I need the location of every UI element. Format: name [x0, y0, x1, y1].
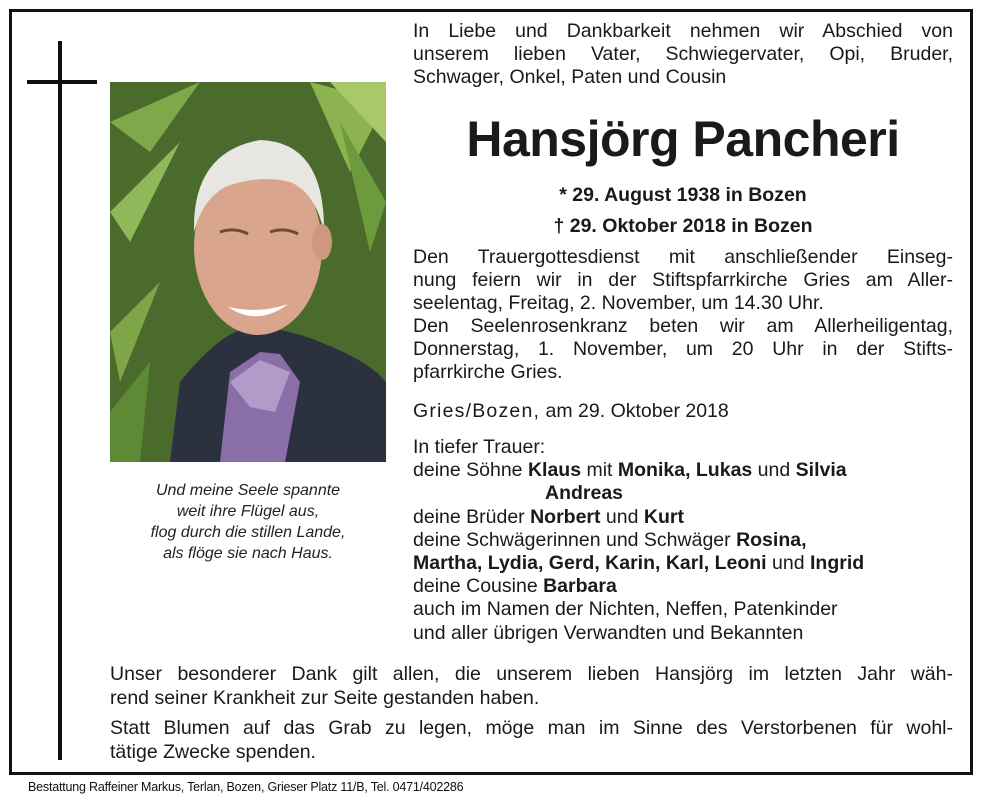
intro-line: unserem lieben Vater, Schwiegervater, Opi, Bruder, [413, 43, 953, 65]
mourners [413, 436, 958, 645]
birth-date: * 29. August 1938 in Bozen [559, 184, 807, 206]
name: Norbert [530, 505, 601, 528]
name: Martha, Lydia, Gerd, Karin, Karl, Leoni [413, 552, 767, 575]
mourners-brothers [413, 506, 958, 529]
cross-icon [58, 41, 62, 760]
label: deine Cousine [413, 575, 544, 598]
service-text [413, 246, 953, 384]
mourners-heading: In tiefer Trauer: [413, 436, 546, 458]
place: Gries/Bozen, [413, 400, 541, 422]
poem-line: weit ihre Flügel aus, [176, 503, 320, 520]
mourners-inlaws-cont [413, 552, 958, 575]
name: Monika, Lukas [617, 459, 753, 482]
name: Ingrid [809, 552, 865, 575]
service-line: nung feiern wir in der Stiftspfarrkirche Gries am Aller- [413, 269, 953, 291]
label: und [752, 459, 796, 482]
portrait-image [110, 82, 386, 462]
name: Andreas [545, 482, 624, 505]
thanks-line: Unser besonderer Dank gilt allen, die unserem lieben Hansjörg im letzten Jahr wäh- [110, 663, 953, 685]
portrait-photo [110, 82, 386, 462]
label: und [600, 505, 644, 528]
flowers-line: tätige Zwecke spenden. [110, 740, 316, 763]
flowers-line: Statt Blumen auf das Grab zu legen, möge man im Sinne des Verstorbenen für wohl- [110, 717, 953, 739]
service-line: Donnerstag, 1. November, um 20 Uhr in der Stifts- [413, 338, 953, 360]
name: Klaus [527, 459, 582, 482]
poem-line: als flöge sie nach Haus. [163, 545, 333, 562]
mourners-also: und aller übrigen Verwandten und Bekannten [413, 621, 804, 644]
poem-line: Und meine Seele spannte [155, 482, 341, 499]
deceased-name: Hansjörg Pancheri [466, 111, 900, 167]
intro-text [413, 20, 953, 89]
cross-bar [27, 80, 97, 84]
service-line: Den Seelenrosenkranz beten wir am Allerheiligentag, [413, 315, 953, 337]
name: Rosina, [736, 528, 807, 551]
label: mit [581, 459, 618, 482]
flowers-text [110, 717, 953, 764]
poem [112, 480, 384, 564]
intro-line: Schwager, Onkel, Paten und Cousin [413, 66, 727, 88]
funeral-home-footer: Bestattung Raffeiner Markus, Terlan, Bozen, Grieser Platz 11/B, Tel. 0471/402286 [28, 780, 464, 794]
label: und [766, 552, 810, 575]
mourners-also: auch im Namen der Nichten, Neffen, Patenkinder [413, 598, 838, 621]
name: Barbara [543, 575, 617, 598]
label: deine Schwägerinnen und Schwäger [413, 528, 737, 551]
label: deine Söhne [413, 459, 528, 482]
thanks-text [110, 663, 953, 710]
mourners-sons-cont [413, 482, 958, 505]
mourners-sons [413, 459, 958, 482]
death-date: † 29. Oktober 2018 in Bozen [553, 215, 813, 237]
service-line: seelentag, Freitag, 2. November, um 14.30 Uhr. [413, 292, 824, 314]
label: deine Brüder [413, 505, 531, 528]
intro-line: In Liebe und Dankbarkeit nehmen wir Abschied von [413, 20, 953, 42]
poem-line: flog durch die stillen Lande, [150, 524, 346, 541]
mourners-cousin [413, 575, 958, 598]
place-date [413, 400, 729, 423]
service-line: pfarrkirche Gries. [413, 361, 563, 383]
name: Kurt [643, 505, 684, 528]
date: am 29. Oktober 2018 [540, 400, 729, 422]
thanks-line: rend seiner Krankheit zur Seite gestanden haben. [110, 686, 540, 709]
mourners-inlaws [413, 529, 958, 552]
name: Silvia [795, 459, 847, 482]
service-line: Den Trauergottesdienst mit anschließender Einseg- [413, 246, 953, 268]
